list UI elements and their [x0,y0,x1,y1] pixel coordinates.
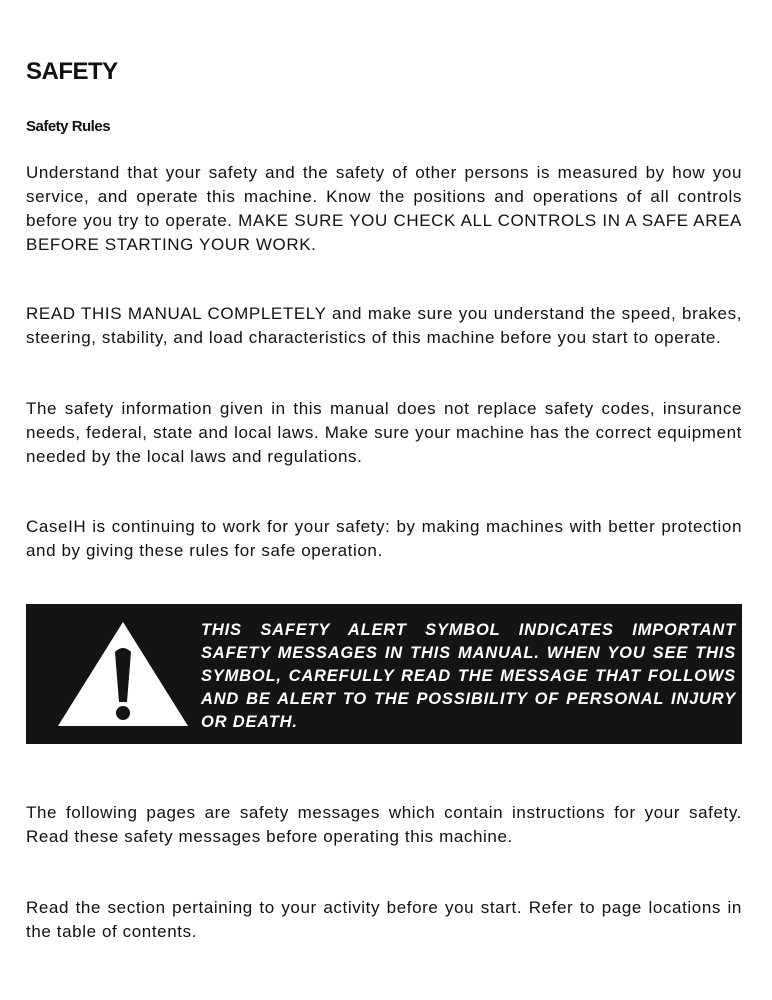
paragraph-read-section: Read the section pertaining to your activity before you start. Refer to page locations in the table of contents. [26,898,742,941]
paragraph-following-pages: The following pages are safety messages which contain instructions for your safety. Read these safety messages before operating this machine. [26,803,742,846]
warning-triangle-icon [54,618,192,730]
page-title: SAFETY [26,58,118,85]
paragraph-caseih-safety: CaseIH is continuing to work for your safety: by making machines with better protection and by giving these rules for safe operation. [26,517,742,560]
safety-alert-box [26,604,742,744]
section-subtitle: Safety Rules [26,118,111,135]
paragraph-read-manual: READ THIS MANUAL COMPLETELY and make sure you understand the speed, brakes, steering, stability, and load characteristics of this machine before you start to operate. [26,304,742,347]
paragraph-safety-responsibility: Understand that your safety and the safety of other persons is measured by how you service, and operate this machine. Know the positions and operations of all controls before you try to operate. MAKE SURE YOU CHECK ALL CONTROLS IN A SAFE AREA BEFORE STARTING YOUR WORK. [26,163,742,254]
safety-alert-text: THIS SAFETY ALERT SYMBOL INDICATES IMPORTANT SAFETY MESSAGES IN THIS MANUAL. WHEN YOU SEE THIS SYMBOL, CAREFULLY READ THE MESSAGE THAT FOLLOWS AND BE ALERT TO THE POSSIBILITY OF PERSONAL INJURY OR DEATH. [201,621,736,731]
paragraph-safety-codes: The safety information given in this manual does not replace safety codes, insurance needs, federal, state and local laws. Make sure your machine has the correct equipment needed by the local laws and regulations. [26,399,742,466]
